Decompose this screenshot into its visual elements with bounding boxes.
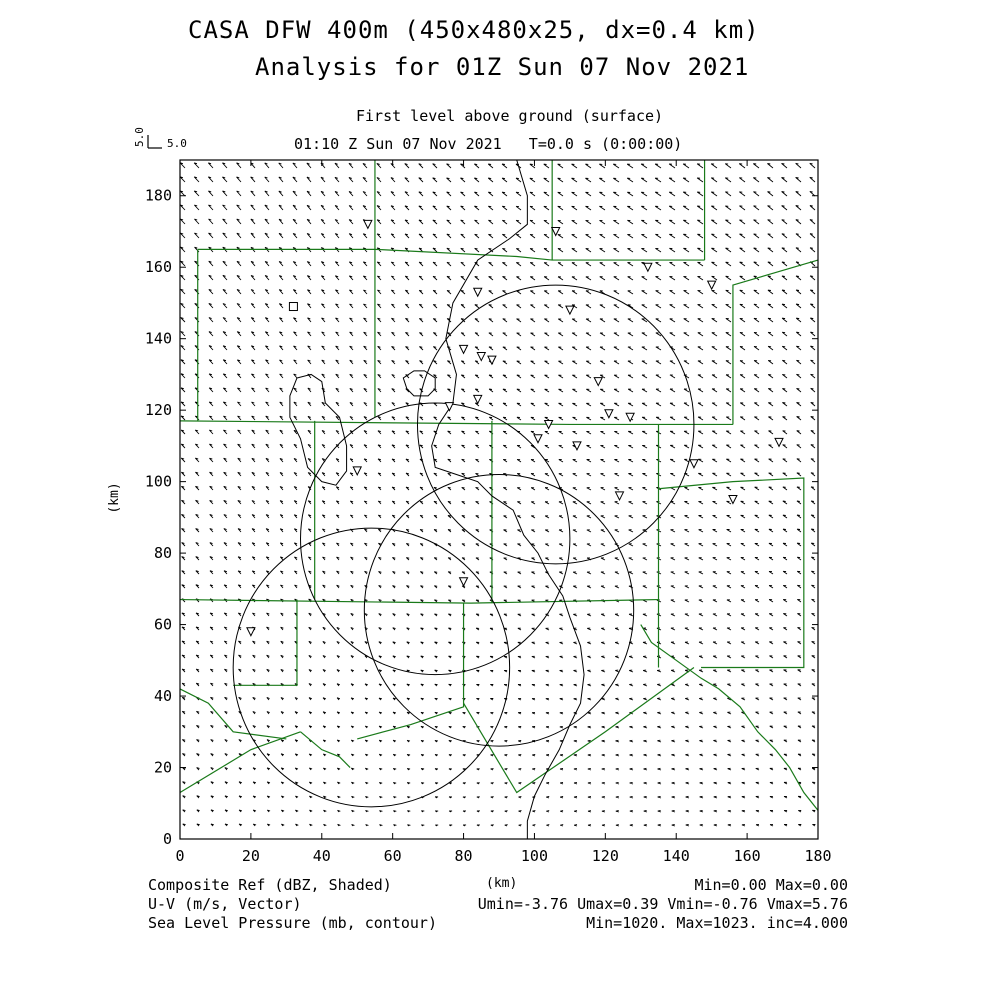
boundary-line — [301, 732, 351, 768]
station-marker — [626, 413, 634, 421]
station-marker — [594, 378, 602, 386]
station-marker — [460, 345, 468, 353]
radar-ring — [233, 528, 509, 807]
subtitle-level: First level above ground (surface) — [356, 107, 664, 125]
y-tick-label: 100 — [144, 472, 172, 491]
vector-scale-horizontal-label: 5.0 — [167, 137, 187, 150]
station-marker — [445, 403, 453, 411]
x-tick-label: 80 — [454, 847, 473, 865]
footer-right-1: Min=0.00 Max=0.00 — [694, 876, 848, 894]
pressure-contour — [403, 371, 435, 396]
pressure-contour — [432, 160, 584, 839]
boundary-line — [464, 667, 694, 792]
station-marker — [488, 356, 496, 364]
title-line-1: CASA DFW 400m (450x480x25, dx=0.4 km) — [188, 16, 760, 44]
station-marker — [616, 492, 624, 500]
y-tick-label: 0 — [162, 830, 172, 848]
station-marker — [364, 220, 372, 228]
footer-left-3: Sea Level Pressure (mb, contour) — [148, 914, 437, 932]
y-tick-label: 20 — [153, 758, 172, 777]
wind-vectors — [180, 163, 815, 826]
vector-scale-key — [133, 127, 187, 150]
footer-right-3: Min=1020. Max=1023. inc=4.000 — [586, 914, 848, 932]
station-marker — [474, 395, 482, 403]
boundary-line — [733, 260, 818, 424]
x-tick-label: 140 — [662, 847, 690, 865]
station-marker — [460, 578, 468, 586]
station-marker — [474, 288, 482, 296]
station-marker — [534, 435, 542, 443]
station-marker — [477, 353, 485, 361]
wind-vector-field — [180, 163, 815, 826]
y-axis-ticks — [145, 187, 818, 848]
y-tick-label: 180 — [144, 186, 172, 205]
footer-left-1: Composite Ref (dBZ, Shaded) — [148, 876, 392, 894]
x-tick-label: 180 — [804, 847, 832, 865]
y-tick-label: 120 — [144, 401, 172, 420]
y-tick-label: 40 — [153, 687, 172, 706]
county-boundaries — [180, 160, 818, 810]
station-marker — [690, 460, 698, 468]
station-marker — [605, 410, 613, 418]
footer-right-2: Umin=-3.76 Umax=0.39 Vmin=-0.76 Vmax=5.76 — [477, 895, 848, 913]
vector-scale-vertical-label: 5.0 — [133, 127, 146, 147]
y-tick-label: 60 — [153, 615, 172, 634]
boundary-line — [198, 249, 705, 260]
radar-ring — [301, 403, 570, 675]
boundary-line — [180, 689, 286, 739]
station-marker — [566, 306, 574, 314]
footer-center-km: (km) — [486, 876, 518, 891]
x-tick-label: 40 — [312, 847, 331, 865]
station-marker — [729, 496, 737, 504]
radar-ring — [364, 474, 633, 746]
station-marker — [644, 263, 652, 271]
y-tick-label: 140 — [144, 329, 172, 348]
x-tick-label: 0 — [175, 847, 185, 865]
station-marker — [247, 628, 255, 636]
boundary-line — [180, 421, 733, 425]
boundary-line — [180, 600, 659, 604]
y-axis-label: (km) — [107, 482, 122, 514]
pressure-contours — [290, 160, 584, 839]
boundary-line — [659, 478, 804, 667]
title-line-2: Analysis for 01Z Sun 07 Nov 2021 — [255, 53, 750, 81]
footer-left-2: U-V (m/s, Vector) — [148, 895, 302, 913]
station-marker — [708, 281, 716, 289]
boundary-line — [233, 600, 297, 686]
subtitle-time: 01:10 Z Sun 07 Nov 2021 T=0.0 s (0:00:00) — [294, 135, 683, 153]
x-tick-label: 60 — [383, 847, 402, 865]
station-marker — [775, 438, 783, 446]
x-tick-label: 20 — [241, 847, 260, 865]
x-tick-label: 160 — [733, 847, 761, 865]
square-marker — [289, 303, 297, 311]
y-tick-label: 160 — [144, 258, 172, 277]
station-marker — [353, 467, 361, 475]
boundary-line — [357, 603, 463, 739]
x-tick-label: 100 — [520, 847, 548, 865]
x-tick-label: 120 — [591, 847, 619, 865]
y-tick-label: 80 — [153, 544, 172, 563]
x-axis-ticks — [175, 160, 831, 865]
